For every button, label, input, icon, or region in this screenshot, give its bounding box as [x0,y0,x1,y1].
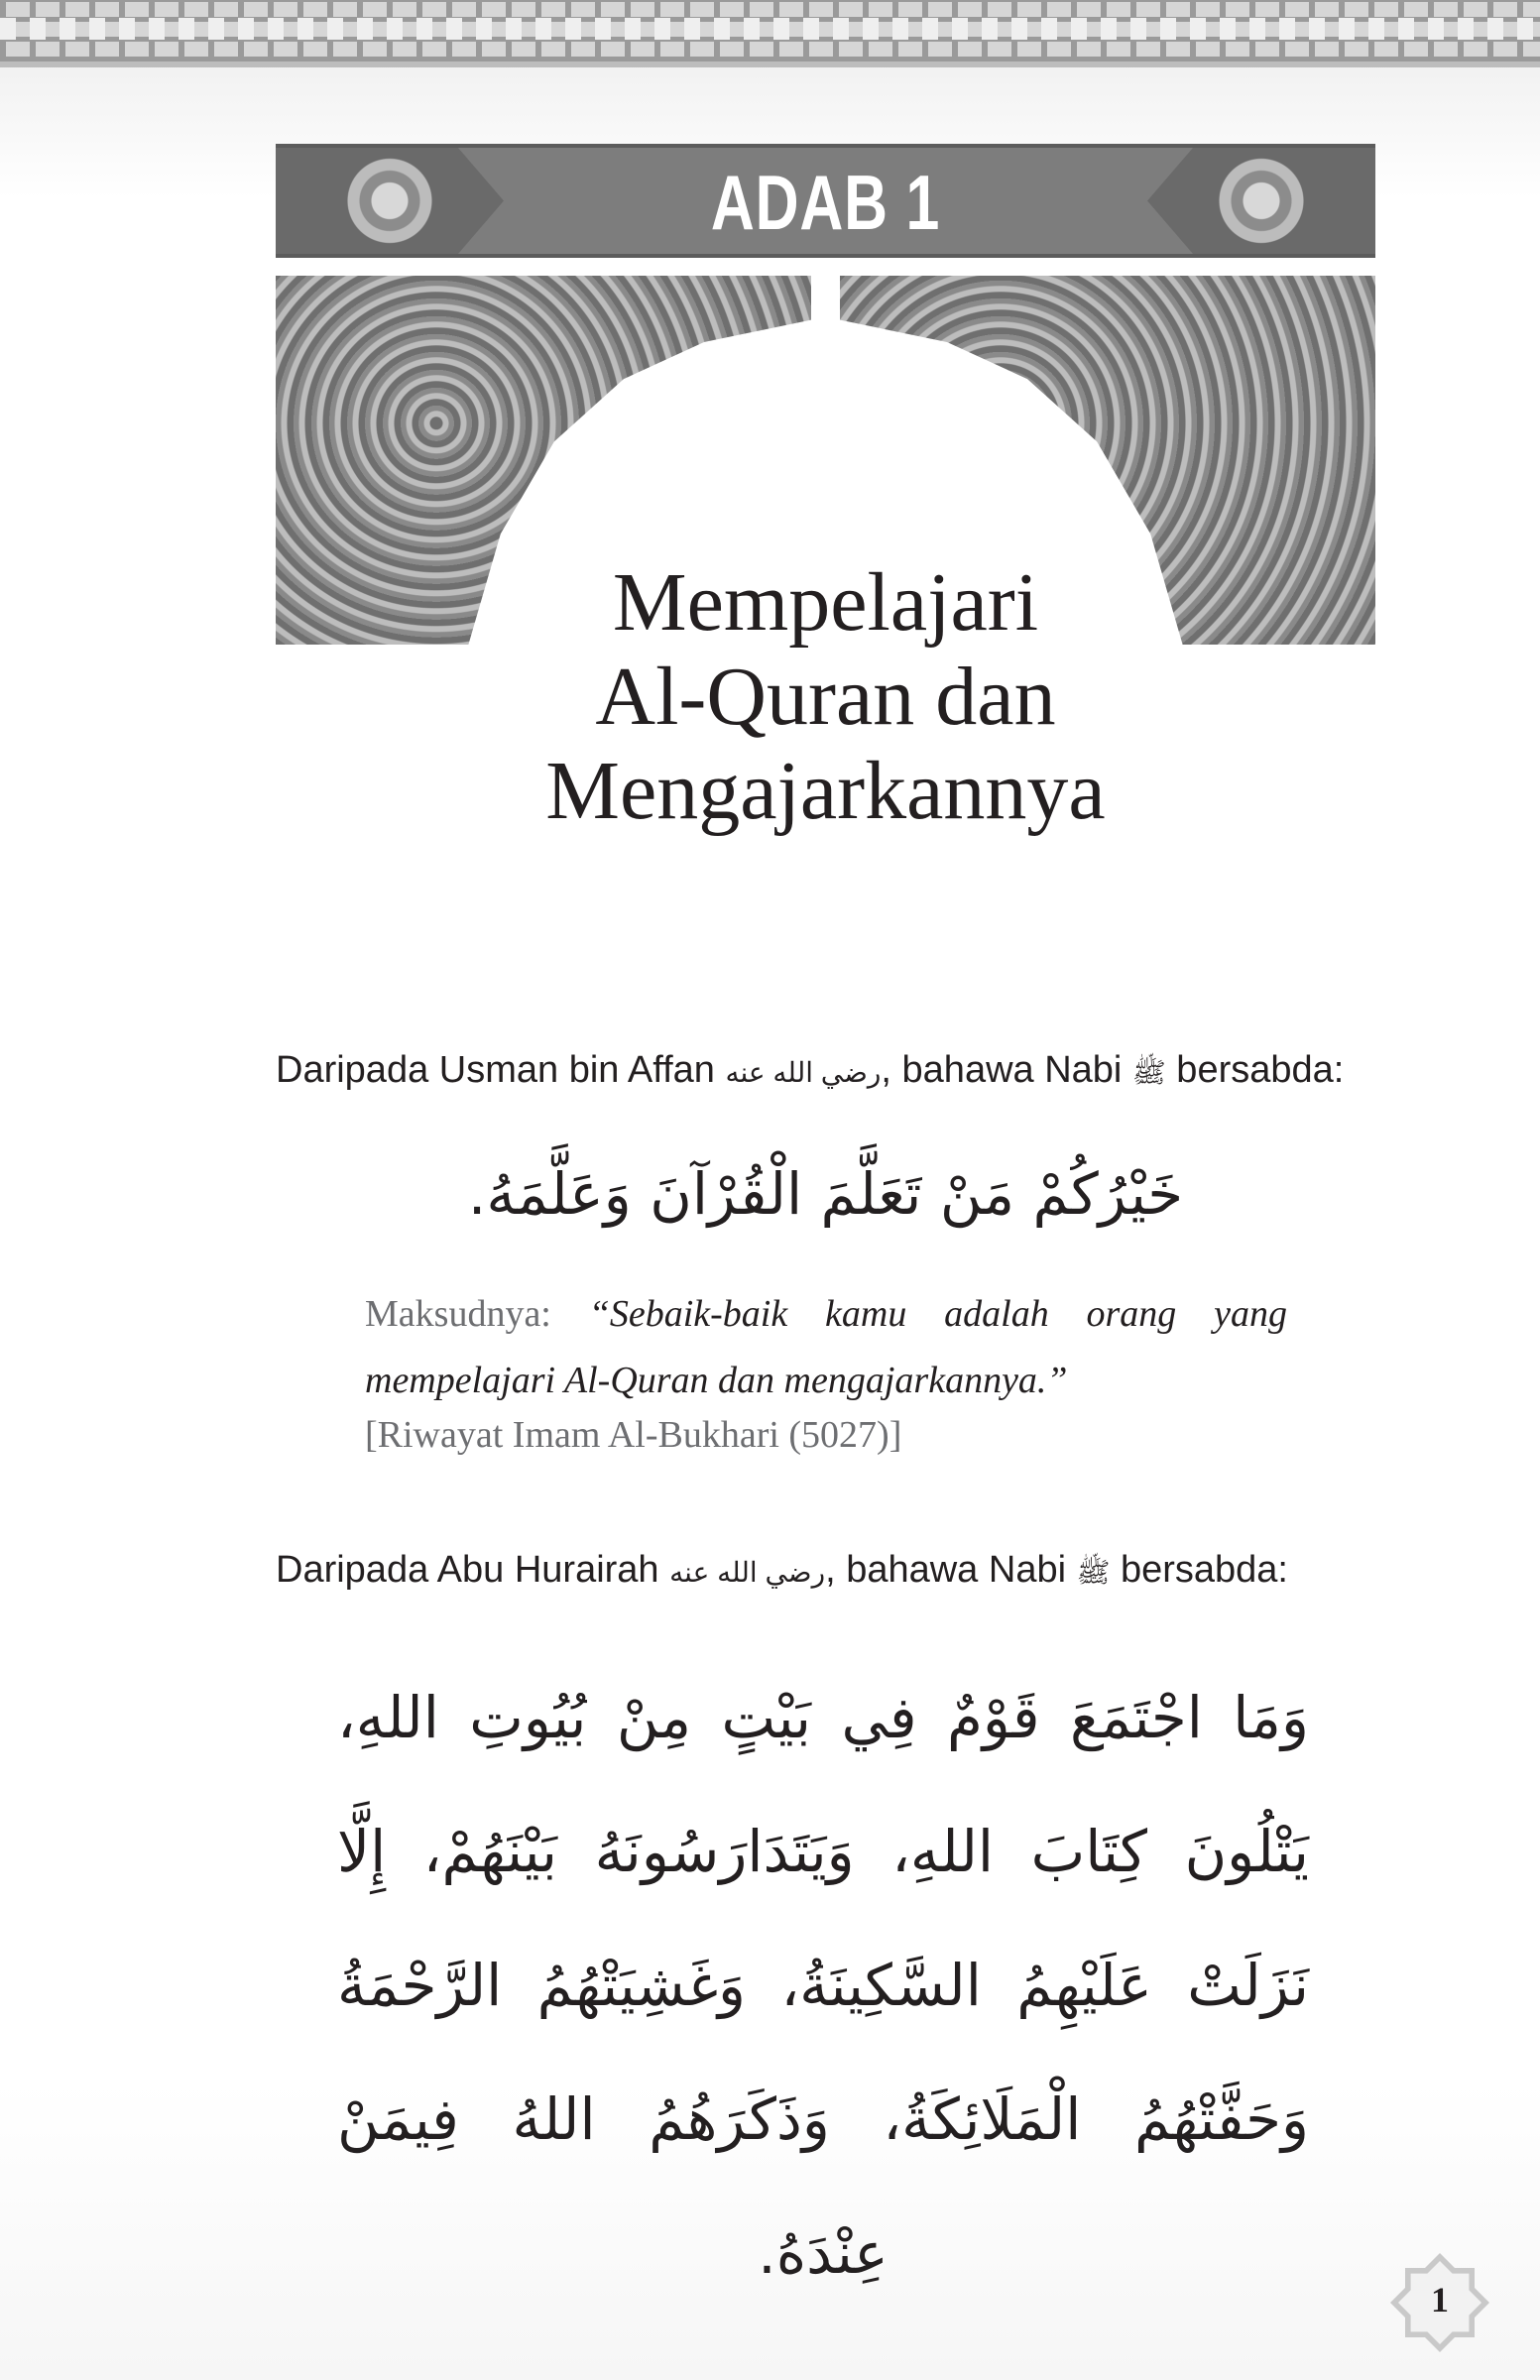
meaning-label: Maksudnya: [365,1293,589,1335]
hadith1-intro: Daripada Usman bin Affan رضي الله عنه, bahawa Nabi ﷺ bersabda: [276,1049,1345,1091]
hadith1-source: [Riwayat Imam Al-Bukhari (5027)] [365,1414,902,1456]
honorific-companion: رضي الله عنه [669,1557,826,1588]
meaning-text: “Sebaik-baik kamu adalah orang yang mempelajari Al-Quran dan mengajarkannya.” [365,1293,1287,1401]
page-title [276,555,1375,838]
chapter-label: ADAB 1 [710,159,941,246]
title-line: Al-Quran dan [595,651,1056,743]
honorific-prophet: ﷺ [1076,1557,1111,1588]
hadith2-intro: Daripada Abu Hurairah رضي الله عنه, bahawa Nabi ﷺ bersabda: [276,1549,1288,1591]
hadith1-meaning [365,1281,1287,1414]
page-number-badge [1390,2253,1489,2352]
title-line: Mengajarkannya [545,745,1106,837]
hadith2-arabic: وَمَا اجْتَمَعَ قَوْمٌ فِي بَيْتٍ مِنْ بُيُوتِ اللهِ، يَتْلُونَ كِتَابَ اللهِ، وَيَتَدَارَسُونَهُ بَيْنَهُمْ، إِلَّا نَزَلَتْ عَلَيْهِمُ السَّكِينَةُ، وَغَشِيَتْهُمُ الرَّحْمَةُ وَحَفَّتْهُمُ الْمَلَائِكَةُ، وَذَكَرَهُمُ اللهُ فِيمَنْ عِنْدَهُ. [337,1684,1309,2287]
hadith1-arabic: خَيْرُكُمْ مَنْ تَعَلَّمَ الْقُرْآنَ وَعَلَّمَهُ. [467,1160,1184,1228]
honorific-prophet: ﷺ [1131,1057,1166,1088]
chapter-banner [276,144,1375,258]
title-line: Mempelajari [612,556,1039,649]
honorific-companion: رضي الله عنه [725,1057,882,1088]
greek-key-border [0,0,1540,67]
page-number: 1 [1431,2280,1449,2320]
